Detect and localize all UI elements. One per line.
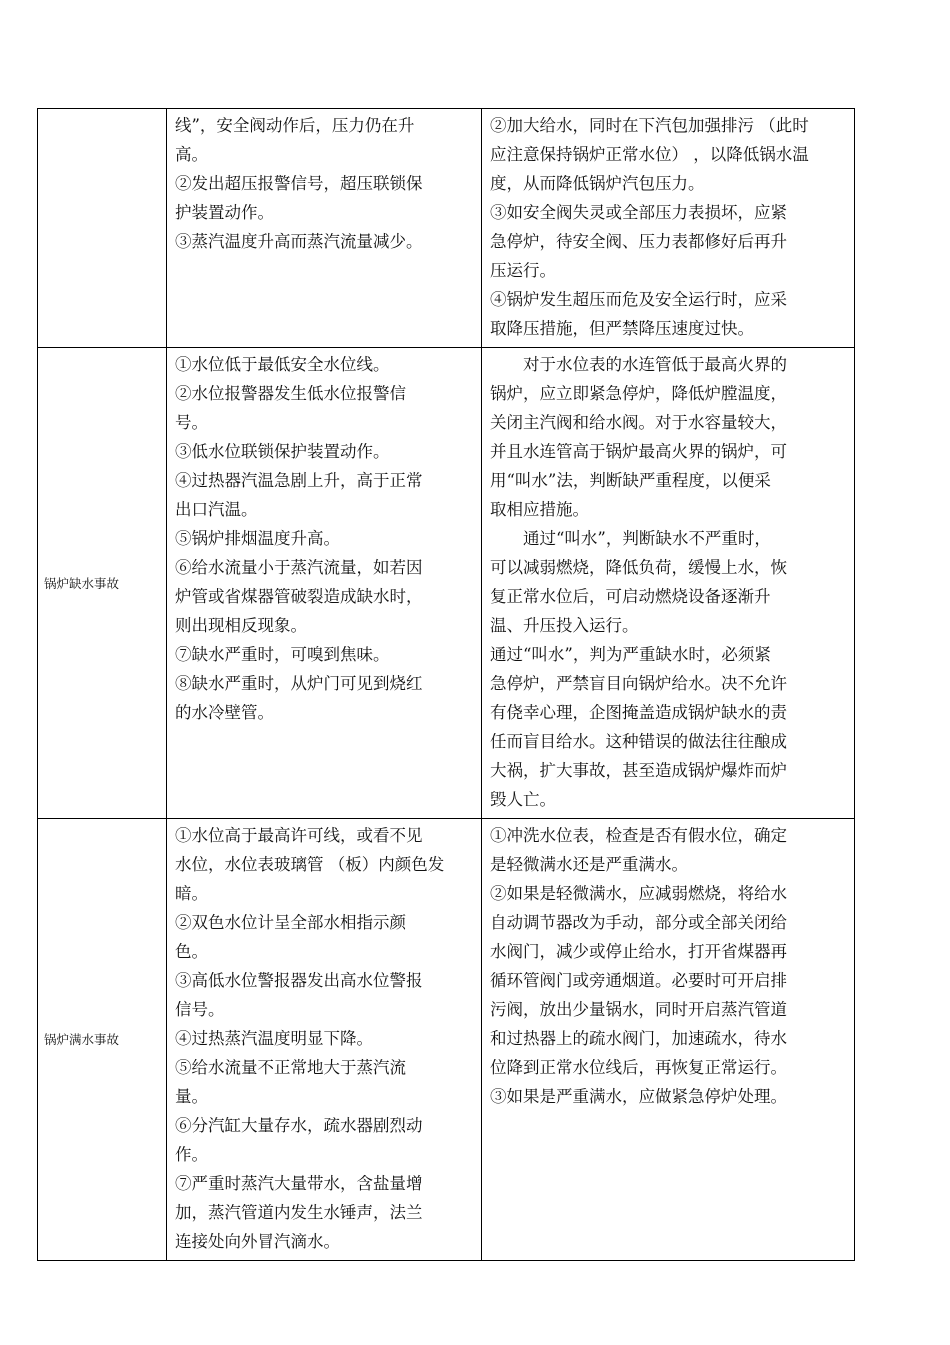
measure-line: 取相应措施。 <box>490 500 589 519</box>
symptom-line: ④过热器汽温急剧上升，高于正常 <box>175 471 423 490</box>
symptom-line: 色。 <box>175 942 208 961</box>
symptom-line: 出口汽温。 <box>175 500 258 519</box>
measure-line: 关闭主汽阀和给水阀。对于水容量较大， <box>490 413 787 432</box>
symptom-line: 护装置动作。 <box>175 203 274 222</box>
symptom-line: ①水位高于最高许可线，或看不见 <box>175 826 423 845</box>
symptom-line: ③蒸汽温度升高而蒸汽流量减少。 <box>175 232 423 251</box>
symptom-line: ②发出超压报警信号，超压联锁保 <box>175 174 423 193</box>
symptom-line: ④过热蒸汽温度明显下降。 <box>175 1029 373 1048</box>
symptoms-cell <box>167 109 482 348</box>
symptom-line: ⑤锅炉排烟温度升高。 <box>175 529 340 548</box>
measures-cell <box>482 109 855 348</box>
symptom-line: 线”，安全阀动作后，压力仍在升 <box>175 116 415 135</box>
measure-line: 循环管阀门或旁通烟道。必要时可开启排 <box>490 971 787 990</box>
measure-line: 是轻微满水还是严重满水。 <box>490 855 688 874</box>
measure-line: 急停炉，严禁盲目向锅炉给水。决不允许 <box>490 674 787 693</box>
measures-cell <box>482 819 855 1261</box>
measure-line: 度，从而降低锅炉汽包压力。 <box>490 174 705 193</box>
symptoms-cell <box>167 348 482 819</box>
symptom-line: ③高低水位警报器发出高水位警报 <box>175 971 423 990</box>
table-row <box>38 348 855 819</box>
measure-line: 和过热器上的疏水阀门，加速疏水，待水 <box>490 1029 787 1048</box>
symptom-line: ①水位低于最低安全水位线。 <box>175 355 390 374</box>
measure-line: ①冲洗水位表，检查是否有假水位，确定 <box>490 826 787 845</box>
symptom-line: ②水位报警器发生低水位报警信 <box>175 384 406 403</box>
measure-line: 通过“叫水”，判为严重缺水时，必须紧 <box>490 645 771 664</box>
symptom-line: 水位，水位表玻璃管 （板）内颜色发 <box>175 855 445 874</box>
symptom-line: 量。 <box>175 1087 208 1106</box>
measure-line: 对于水位表的水连管低于最高火界的 <box>523 355 787 374</box>
measure-line: ③如安全阀失灵或全部压力表损坏，应紧 <box>490 203 787 222</box>
accident-name: 锅炉缺水事故 <box>44 575 120 591</box>
symptom-line: 连接处向外冒汽滴水。 <box>175 1232 340 1251</box>
table-row <box>38 819 855 1261</box>
measure-line: 任而盲目给水。这种错误的做法往往酿成 <box>490 732 787 751</box>
measure-line: 大祸，扩大事故，甚至造成锅炉爆炸而炉 <box>490 761 787 780</box>
accident-name: 锅炉满水事故 <box>44 1032 120 1047</box>
measure-line: 水阀门，减少或停止给水，打开省煤器再 <box>490 942 787 961</box>
measure-line: 位降到正常水位线后，再恢复正常运行。 <box>490 1058 787 1077</box>
measure-line: 用“叫水”法，判断缺严重程度，以便采 <box>490 471 771 490</box>
measure-line: 有侥幸心理，企图掩盖造成锅炉缺水的责 <box>490 703 787 722</box>
measure-line: 复正常水位后，可启动燃烧设备逐渐升 <box>490 587 771 606</box>
symptoms-cell <box>167 819 482 1261</box>
measure-line: 毁人亡。 <box>490 790 556 809</box>
symptom-line: 高。 <box>175 145 208 164</box>
symptom-line: ③低水位联锁保护装置动作。 <box>175 442 390 461</box>
measure-line: 锅炉，应立即紧急停炉，降低炉膛温度， <box>490 384 787 403</box>
table-row <box>38 109 855 348</box>
measure-line: 污阀，放出少量锅水，同时开启蒸汽管道 <box>490 1000 787 1019</box>
measure-line: ②加大给水，同时在下汽包加强排污 （此时 <box>490 116 809 135</box>
measure-line: 温、升压投入运行。 <box>490 616 639 635</box>
measure-line: ②如果是轻微满水，应减弱燃烧，将给水 <box>490 884 787 903</box>
measure-line: ④锅炉发生超压而危及安全运行时，应采 <box>490 290 787 309</box>
measure-line: 通过“叫水”，判断缺水不严重时， <box>523 529 771 548</box>
accident-name-cell <box>38 109 167 348</box>
measure-line: 可以减弱燃烧，降低负荷，缓慢上水，恢 <box>490 558 787 577</box>
measure-line: 压运行。 <box>490 261 556 280</box>
symptom-line: 的水冷壁管。 <box>175 703 274 722</box>
symptom-line: ⑤给水流量不正常地大于蒸汽流 <box>175 1058 406 1077</box>
symptom-line: 加，蒸汽管道内发生水锤声，法兰 <box>175 1203 423 1222</box>
measures-cell <box>482 348 855 819</box>
measure-line: 急停炉，待安全阀、压力表都修好后再升 <box>490 232 787 251</box>
symptom-line: ⑦缺水严重时，可嗅到焦味。 <box>175 645 390 664</box>
measure-line: 应注意保持锅炉正常水位） ，以降低锅水温 <box>490 145 809 164</box>
accident-name-cell <box>38 819 167 1261</box>
measure-line: 自动调节器改为手动，部分或全部关闭给 <box>490 913 787 932</box>
symptom-line: 信号。 <box>175 1000 225 1019</box>
accident-name-cell <box>38 348 167 819</box>
symptom-line: 作。 <box>175 1145 208 1164</box>
symptom-line: ⑥分汽缸大量存水，疏水器剧烈动 <box>175 1116 423 1135</box>
symptom-line: 则出现相反现象。 <box>175 616 307 635</box>
symptom-line: ⑧缺水严重时，从炉门可见到烧红 <box>175 674 423 693</box>
symptom-line: 号。 <box>175 413 208 432</box>
symptom-line: ⑥给水流量小于蒸汽流量，如若因 <box>175 558 423 577</box>
measure-line: 取降压措施，但严禁降压速度过快。 <box>490 319 754 338</box>
measure-line: 并且水连管高于锅炉最高火界的锅炉，可 <box>490 442 787 461</box>
symptom-line: ②双色水位计呈全部水相指示颜 <box>175 913 406 932</box>
symptom-line: 炉管或省煤器管破裂造成缺水时， <box>175 587 423 606</box>
accident-table <box>37 108 855 1261</box>
measure-line: ③如果是严重满水，应做紧急停炉处理。 <box>490 1087 787 1106</box>
symptom-line: 暗。 <box>175 884 208 903</box>
symptom-line: ⑦严重时蒸汽大量带水，含盐量增 <box>175 1174 423 1193</box>
